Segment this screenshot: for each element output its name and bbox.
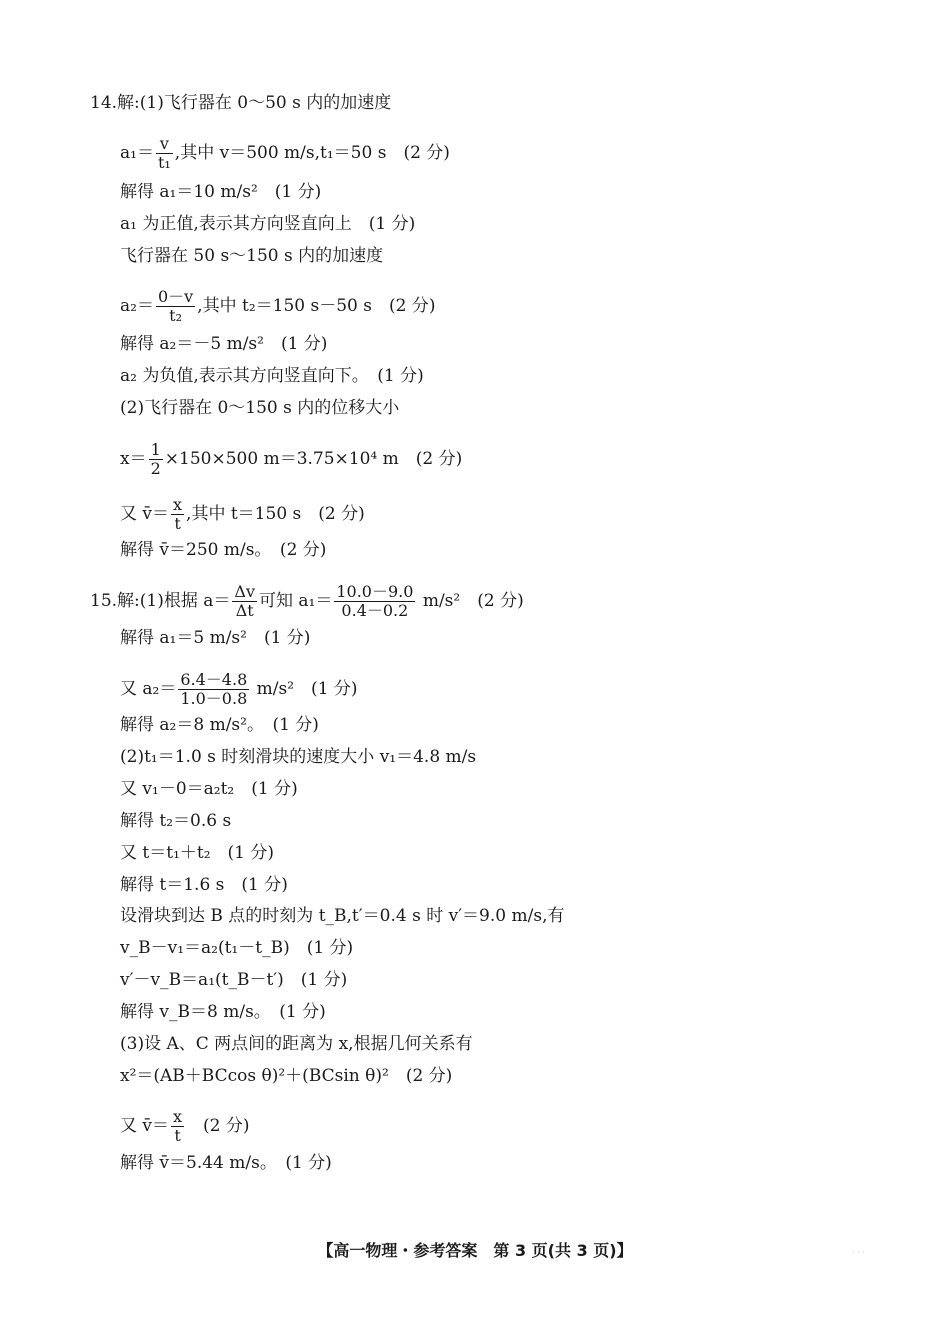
q15-result-vb: 解得 v_B＝8 m/s。 (1 分) bbox=[120, 1002, 326, 1022]
q15-result-t: 解得 t＝1.6 s (1 分) bbox=[120, 875, 288, 895]
q15-part3-heading: (3)设 A、C 两点间的距离为 x,根据几何关系有 bbox=[120, 1034, 473, 1054]
q15-part2-heading: (2)t₁＝1.0 s 时刻滑块的速度大小 v₁＝4.8 m/s bbox=[120, 747, 477, 767]
q14-direction-a2: a₂ 为负值,表示其方向竖直向下。 (1 分) bbox=[120, 366, 424, 386]
q15-eq-t: 又 t＝t₁＋t₂ (1 分) bbox=[120, 843, 275, 863]
q14-result-a1: 解得 a₁＝10 m/s² (1 分) bbox=[120, 182, 322, 202]
q15-result-t2: 解得 t₂＝0.6 s bbox=[120, 811, 232, 831]
q15-eq-a2: 又 a₂＝ $\frac{6.4-4.8}{1.0-0.8}$ m/s² (1 分) bbox=[120, 670, 358, 708]
q14-eq-displacement: x＝ $\frac{1}{2}$ ×150×500 m＝3.75×10⁴ m (2 分) bbox=[120, 440, 463, 478]
q14-part2-heading: (2)飞行器在 0～150 s 内的位移大小 bbox=[120, 398, 400, 418]
q14-eq-a1: a₁＝ $\frac{v}{\text{t₁}}$ ,其中 v＝500 m/s,t₁＝50 s (2 分) bbox=[120, 134, 450, 172]
fraction: $\frac{1}{2}$ bbox=[150, 440, 161, 478]
fraction: $\frac{0-v}{\text{t₂}}$ bbox=[157, 287, 194, 325]
fraction: $\frac{x}{t}$ bbox=[173, 1107, 183, 1145]
corner-mark: · · · bbox=[852, 1248, 865, 1257]
q14-result-avg-velocity: 解得 v̄＝250 m/s。 (2 分) bbox=[120, 540, 327, 560]
fraction: $\frac{10.0-9.0}{0.4-0.2}$ bbox=[336, 582, 414, 620]
q15-eq-v1: 又 v₁－0＝a₂t₂ (1 分) bbox=[120, 779, 298, 799]
fraction: $\frac{x}{t}$ bbox=[173, 495, 183, 533]
q14-eq-a2: a₂＝ $\frac{0-v}{\text{t₂}}$ ,其中 t₂＝150 s－50 s (2 分) bbox=[120, 287, 436, 325]
fraction: $\frac{6.4-4.8}{1.0-0.8}$ bbox=[180, 670, 248, 708]
q14-subheading-50-150: 飞行器在 50 s～150 s 内的加速度 bbox=[120, 246, 384, 266]
q15-result-a2: 解得 a₂＝8 m/s²。 (1 分) bbox=[120, 715, 319, 735]
q14-result-a2: 解得 a₂＝－5 m/s² (1 分) bbox=[120, 334, 328, 354]
page-footer: 【高一物理・参考答案 第 3 页(共 3 页)】 bbox=[317, 1241, 633, 1260]
q15-setup-tb: 设滑块到达 B 点的时刻为 t_B,t′＝0.4 s 时 v′＝9.0 m/s,有 bbox=[120, 906, 565, 926]
q15-result-avg-velocity: 解得 v̄＝5.44 m/s。 (1 分) bbox=[120, 1153, 332, 1173]
q15-eq-x: x²＝(AB＋BCcos θ)²＋(BCsin θ)² (2 分) bbox=[120, 1066, 453, 1086]
fraction: $\frac{v}{\text{t₁}}$ bbox=[157, 134, 171, 172]
q15-eq-vb-2: v′－v_B＝a₁(t_B－t′) (1 分) bbox=[120, 970, 348, 990]
q15-result-a1: 解得 a₁＝5 m/s² (1 分) bbox=[120, 628, 311, 648]
q14-eq-avg-velocity: 又 v̄＝ $\frac{x}{t}$ ,其中 t＝150 s (2 分) bbox=[120, 495, 365, 533]
q14-heading: 14.解:(1)飞行器在 0～50 s 内的加速度 bbox=[90, 93, 392, 113]
fraction: $\frac{\Delta v}{\Delta t}$ bbox=[234, 582, 255, 620]
q15-eq-avg-velocity: 又 v̄＝ $\frac{x}{t}$ (2 分) bbox=[120, 1107, 250, 1145]
q15-heading: 15.解:(1)根据 a＝ $\frac{\Delta v}{\Delta t}$ 可知 a₁＝ $\frac{10.0-9.0}{0.4-0.2}$ m/s² (2 分) bbox=[90, 582, 524, 620]
q15-eq-vb-1: v_B－v₁＝a₂(t₁－t_B) (1 分) bbox=[120, 938, 354, 958]
q14-direction-a1: a₁ 为正值,表示其方向竖直向上 (1 分) bbox=[120, 214, 416, 234]
